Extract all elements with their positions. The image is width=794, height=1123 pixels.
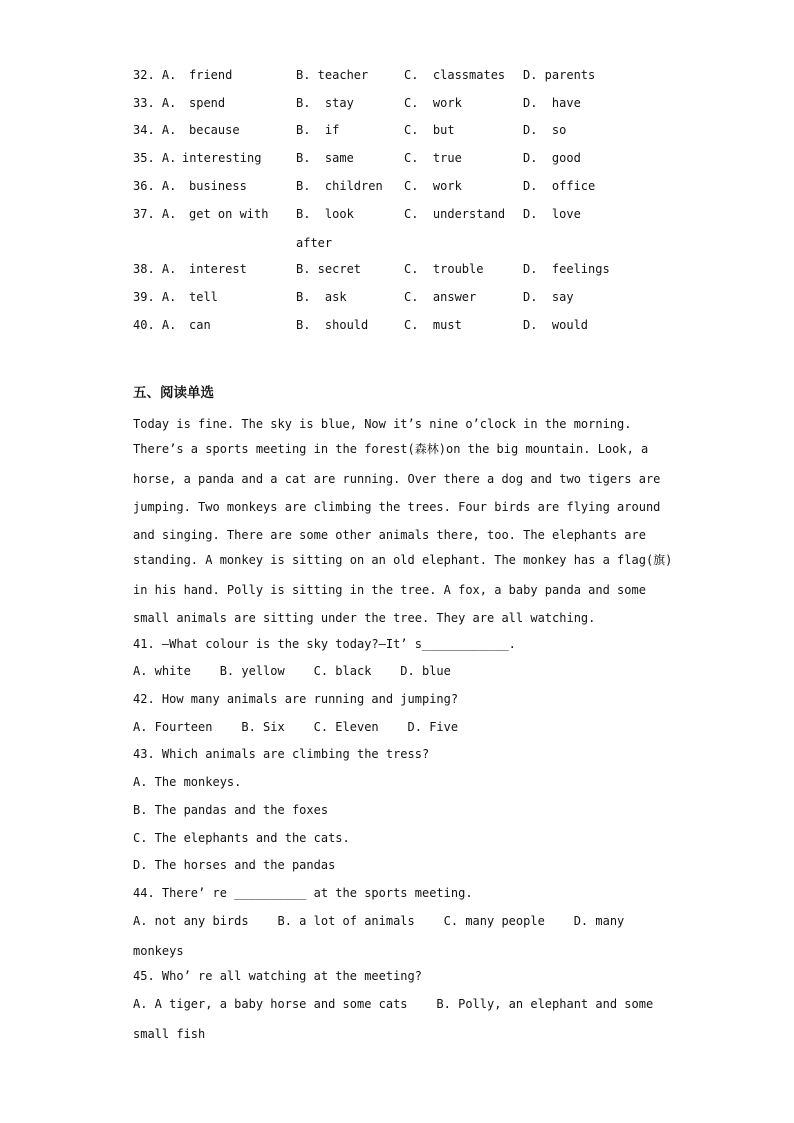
question-42: 42. How many animals are running and jumping? <box>133 692 459 706</box>
option-d: D. would <box>523 318 589 332</box>
option-a: can <box>189 318 211 332</box>
question-number: 37. A. <box>133 207 177 221</box>
option-c: C. answer <box>404 290 477 304</box>
question-number: 36. A. <box>133 179 177 193</box>
option-b: B. look <box>296 207 354 221</box>
option-a: business <box>189 179 247 193</box>
option-b: B. ask <box>296 290 347 304</box>
option-a: friend <box>189 68 233 82</box>
option-c: C. true <box>404 151 462 165</box>
option-d: D. office <box>523 179 596 193</box>
answer-choices-45: A. A tiger, a baby horse and some cats B. Polly, an elephant and some <box>133 997 654 1011</box>
question-number: 34. A. <box>133 123 177 137</box>
option-a: tell <box>189 290 218 304</box>
answer-choices-44-continued: monkeys <box>133 944 184 958</box>
option-b: B. same <box>296 151 354 165</box>
option-b: B. secret <box>296 262 362 276</box>
option-b: B. stay <box>296 96 354 110</box>
question-44: 44. There’ re __________ at the sports meeting. <box>133 886 473 900</box>
option-d: D. say <box>523 290 574 304</box>
option-b: B. should <box>296 318 369 332</box>
question-number: 33. A. <box>133 96 177 110</box>
option-c: C. understand <box>404 207 506 221</box>
question-number: 40. A. <box>133 318 177 332</box>
passage-line: standing. A monkey is sitting on an old elephant. The monkey has a flag(旗) <box>133 553 673 567</box>
option-a: spend <box>189 96 226 110</box>
question-43: 43. Which animals are climbing the tress? <box>133 747 430 761</box>
answer-choices-42: A. Fourteen B. Six C. Eleven D. Five <box>133 720 459 734</box>
question-number: 39. A. <box>133 290 177 304</box>
option-c: C. trouble <box>404 262 484 276</box>
option-c: C. must <box>404 318 462 332</box>
answer-choice-43c: C. The elephants and the cats. <box>133 831 350 845</box>
option-d: D. love <box>523 207 581 221</box>
option-b: B. if <box>296 123 340 137</box>
answer-choices-41: A. white B. yellow C. black D. blue <box>133 664 451 678</box>
answer-choices-45-continued: small fish <box>133 1027 206 1041</box>
option-a: interesting <box>182 151 262 165</box>
passage-line: horse, a panda and a cat are running. Over there a dog and two tigers are <box>133 472 661 486</box>
question-45: 45. Who’ re all watching at the meeting? <box>133 969 422 983</box>
option-a: interest <box>189 262 247 276</box>
option-d: D. feelings <box>523 262 610 276</box>
option-c: C. work <box>404 179 462 193</box>
question-number: 35. A. <box>133 151 177 165</box>
option-d: D. good <box>523 151 581 165</box>
section-title: 五、阅读单选 <box>133 385 214 401</box>
answer-choice-43d: D. The horses and the pandas <box>133 858 336 872</box>
answer-choice-43b: B. The pandas and the foxes <box>133 803 329 817</box>
option-c: C. but <box>404 123 455 137</box>
option-c: C. classmates <box>404 68 506 82</box>
option-b-continued: after <box>296 236 333 250</box>
option-c: C. work <box>404 96 462 110</box>
option-d: D. have <box>523 96 581 110</box>
passage-line: and singing. There are some other animals there, too. The elephants are <box>133 528 646 542</box>
passage-line: Today is fine. The sky is blue, Now it’s nine o’clock in the morning. <box>133 417 632 431</box>
option-a: because <box>189 123 240 137</box>
option-d: D. so <box>523 123 567 137</box>
option-b: B. teacher <box>296 68 369 82</box>
passage-line: jumping. Two monkeys are climbing the trees. Four birds are flying around <box>133 500 661 514</box>
question-41: 41. —What colour is the sky today?—It’ s____________. <box>133 637 516 651</box>
question-number: 38. A. <box>133 262 177 276</box>
answer-choices-44: A. not any birds B. a lot of animals C. many people D. many <box>133 914 625 928</box>
option-a: get on with <box>189 207 269 221</box>
option-b: B. children <box>296 179 383 193</box>
question-number: 32. A. <box>133 68 177 82</box>
passage-line: small animals are sitting under the tree. They are all watching. <box>133 611 596 625</box>
answer-choice-43a: A. The monkeys. <box>133 775 242 789</box>
passage-line: There’s a sports meeting in the forest(森林)on the big mountain. Look, a <box>133 442 649 456</box>
option-d: D. parents <box>523 68 596 82</box>
passage-line: in his hand. Polly is sitting in the tree. A fox, a baby panda and some <box>133 583 646 597</box>
